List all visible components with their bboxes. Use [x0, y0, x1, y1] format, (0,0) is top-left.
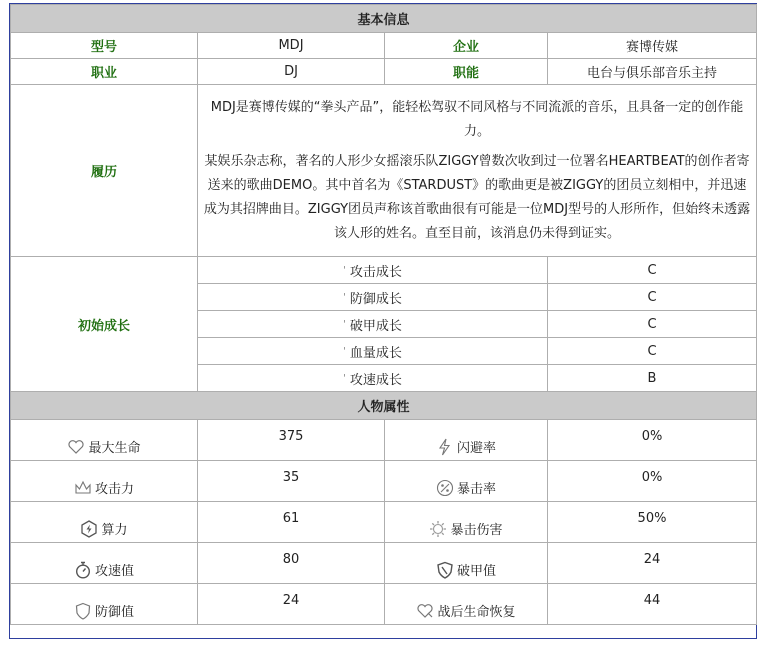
- attribute-name: 闪避率: [385, 420, 548, 461]
- job-label: 职业: [11, 59, 198, 85]
- job-row: [11, 59, 757, 85]
- broken-shield-icon: [436, 561, 454, 579]
- heart-regen-icon: [416, 602, 434, 620]
- basic-info-header-row: [11, 5, 757, 33]
- role-label: 职能: [385, 59, 548, 85]
- attribute-value: 61: [198, 502, 385, 543]
- bio-row: [11, 85, 757, 257]
- company-label: 企业: [385, 33, 548, 59]
- attribute-name: 攻击力: [11, 461, 198, 502]
- growth-name: ' 血量成长: [198, 338, 548, 365]
- attributes-header: 人物属性: [11, 392, 757, 420]
- growth-name: ' 防御成长: [198, 284, 548, 311]
- attribute-row: [11, 420, 757, 461]
- attribute-name: 攻速值: [11, 543, 198, 584]
- job-value: DJ: [198, 59, 385, 85]
- chip-icon: [80, 520, 98, 538]
- attribute-value: 50%: [548, 502, 757, 543]
- bio-content: [198, 85, 757, 257]
- attribute-value: 0%: [548, 461, 757, 502]
- gear-icon: [429, 520, 447, 538]
- growth-label: 初始成长: [11, 257, 198, 392]
- growth-name: ' 攻击成长: [198, 257, 548, 284]
- attribute-name: 最大生命: [11, 420, 198, 461]
- attribute-row: [11, 502, 757, 543]
- attribute-value: 0%: [548, 420, 757, 461]
- model-row: [11, 33, 757, 59]
- attribute-value: 80: [198, 543, 385, 584]
- growth-grade: C: [548, 257, 757, 284]
- bio-paragraph-1: MDJ是赛博传媒的“拳头产品”，能轻松驾驭不同风格与不同流派的音乐，且具备一定的创作能力。: [210, 99, 744, 139]
- attribute-row: [11, 584, 757, 625]
- attribute-name: 战后生命恢复: [385, 584, 548, 625]
- growth-grade: C: [548, 311, 757, 338]
- growth-grade: B: [548, 365, 757, 392]
- attribute-name: 暴击率: [385, 461, 548, 502]
- info-table: [10, 4, 757, 625]
- lightning-icon: [436, 438, 454, 456]
- attribute-name: 暴击伤害: [385, 502, 548, 543]
- growth-grade: C: [548, 284, 757, 311]
- role-value: 电台与俱乐部音乐主持: [548, 59, 757, 85]
- heart-icon: [67, 438, 85, 456]
- shield-icon: [74, 602, 92, 620]
- attribute-row: [11, 543, 757, 584]
- bio-paragraph-2: 某娱乐杂志称，著名的人形少女摇滚乐队ZIGGY曾数次收到过一位署名HEARTBEAT的创作者寄送来的歌曲DEMO。其中首名为《STARDUST》的歌曲更是被ZIGGY的团员立刻相中，并迅速成为其招牌曲目。ZIGGY团员声称该首歌曲很有可能是一位MDJ型号的人形所作，但始终未透露该人形的姓名。直至目前，该消息仍未得到证实。: [203, 153, 751, 241]
- growth-name: ' 攻速成长: [198, 365, 548, 392]
- company-value: 赛博传媒: [548, 33, 757, 59]
- attribute-value: 35: [198, 461, 385, 502]
- attribute-value: 24: [198, 584, 385, 625]
- bio-label: 履历: [11, 85, 198, 257]
- attribute-value: 24: [548, 543, 757, 584]
- attributes-header-row: [11, 392, 757, 420]
- model-value: MDJ: [198, 33, 385, 59]
- percent-icon: [436, 479, 454, 497]
- attribute-name: 破甲值: [385, 543, 548, 584]
- growth-name: ' 破甲成长: [198, 311, 548, 338]
- growth-grade: C: [548, 338, 757, 365]
- crown-icon: [74, 479, 92, 497]
- info-panel: [9, 3, 757, 639]
- attribute-name: 防御值: [11, 584, 198, 625]
- attribute-value: 375: [198, 420, 385, 461]
- attribute-value: 44: [548, 584, 757, 625]
- model-label: 型号: [11, 33, 198, 59]
- growth-row: [11, 257, 757, 284]
- attribute-row: [11, 461, 757, 502]
- basic-info-header: 基本信息: [11, 5, 757, 33]
- attribute-name: 算力: [11, 502, 198, 543]
- stopwatch-icon: [74, 561, 92, 579]
